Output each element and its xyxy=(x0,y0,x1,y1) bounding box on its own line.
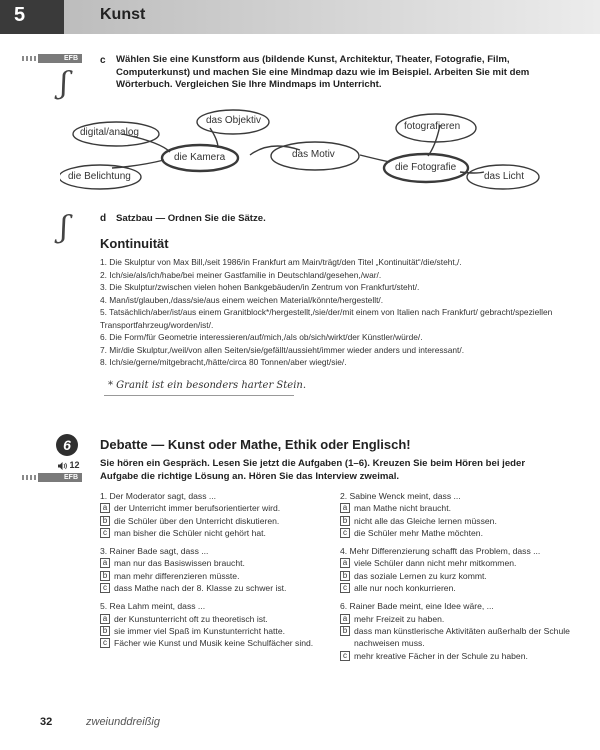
option-text: die Schüler über den Unterricht diskutieren. xyxy=(114,515,280,526)
option-letter-box[interactable]: b xyxy=(340,516,350,526)
option-text: nicht alle das Gleiche lernen müssen. xyxy=(354,515,497,526)
question-1 xyxy=(100,490,330,539)
answer-option[interactable] xyxy=(340,527,570,539)
option-letter-box[interactable]: a xyxy=(340,503,350,513)
option-text: dass Mathe nach der 8. Klasse zu schwer ist. xyxy=(114,583,287,594)
answer-option[interactable] xyxy=(340,502,570,514)
option-letter-box[interactable]: c xyxy=(340,583,350,593)
page-header xyxy=(0,0,600,34)
answer-option[interactable] xyxy=(340,582,570,594)
answer-option[interactable] xyxy=(100,502,330,514)
option-letter-box[interactable]: c xyxy=(340,651,350,661)
option-text: man Mathe nicht braucht. xyxy=(354,503,451,514)
question-title: 3. Rainer Bade sagt, dass ... xyxy=(100,546,209,557)
pencil-mark-icon: ʃ xyxy=(60,210,69,245)
option-letter-box[interactable]: a xyxy=(100,558,110,568)
option-text: das soziale Lernen zu kurz kommt. xyxy=(354,570,487,581)
list-item: 2. Ich/sie/als/ich/habe/bei meiner Gastfamilie in Deutschland/gesehen,/war/. xyxy=(100,269,382,280)
question-title: 6. Rainer Bade meint, eine Idee wäre, ... xyxy=(340,601,494,612)
answer-option[interactable] xyxy=(100,637,330,649)
footnote: * Granit ist ein besonders harter Stein. xyxy=(108,380,307,391)
option-letter-box[interactable]: a xyxy=(100,503,110,513)
debatte-heading: Debatte — Kunst oder Mathe, Ethik oder Englisch! xyxy=(100,437,411,452)
footnote-rule xyxy=(104,395,294,396)
option-letter-box[interactable]: a xyxy=(340,614,350,624)
question-4 xyxy=(340,545,570,594)
mindmap xyxy=(60,100,540,210)
mindmap-node: das Motiv xyxy=(292,149,335,160)
chapter-title: Kunst xyxy=(100,6,146,23)
option-letter-box[interactable]: c xyxy=(340,528,350,538)
question-title: 1. Der Moderator sagt, dass ... xyxy=(100,491,217,501)
mindmap-node: die Kamera xyxy=(174,152,226,163)
option-letter-box[interactable]: b xyxy=(100,571,110,581)
option-text: die Schüler mehr Mathe möchten. xyxy=(354,527,483,538)
question-title: 4. Mehr Differenzierung schafft das Problem, dass ... xyxy=(340,546,541,557)
option-letter-box[interactable]: b xyxy=(340,571,350,581)
mindmap-node: die Fotografie xyxy=(395,162,457,173)
option-letter-box[interactable]: b xyxy=(340,626,350,636)
audio-track-reference xyxy=(58,460,80,470)
answer-option[interactable] xyxy=(340,557,570,569)
page-number-word: zweiunddreißig xyxy=(86,716,160,728)
task-d-instruction: Satzbau — Ordnen Sie die Sätze. xyxy=(116,213,266,224)
option-text: viele Schüler dann nicht mehr mitkommen. xyxy=(354,558,517,569)
mindmap-node: das Licht xyxy=(484,171,525,182)
questions-left-column xyxy=(100,490,330,656)
list-item: 1. Die Skulptur von Max Bill,/seit 1986/in Frankfurt am Main/trägt/den Titel „Kontinuität“/die/steht,/. xyxy=(100,257,462,267)
option-letter-box[interactable]: a xyxy=(340,558,350,568)
option-text: man nur das Basiswissen braucht. xyxy=(114,558,245,569)
task-c-instruction: Wählen Sie eine Kunstform aus (bildende Kunst, Architektur, Theater, Fotografie, Film, Computerkunst) und machen Sie eine Mindmap dazu wie im Beispiel. Arbeiten Sie mit dem Wörterbuch. Vergleichen Sie Ihre Mindmaps im Unterricht. xyxy=(116,54,530,90)
mindmap-node: das Objektiv xyxy=(206,115,262,126)
option-letter-box[interactable]: c xyxy=(100,528,110,538)
list-item: 8. Ich/sie/gerne/mitgebracht,/hätte/circa 80 Tonnen/aber wiegt/sie/. xyxy=(100,357,347,367)
answer-option[interactable] xyxy=(340,650,570,662)
task-c-letter: c xyxy=(100,55,106,66)
answer-option[interactable] xyxy=(340,515,570,527)
mindmap-node: fotografieren xyxy=(404,121,461,132)
efb-reference-badge: EFB xyxy=(38,473,82,482)
answer-option[interactable] xyxy=(100,613,330,625)
audio-track-number: 12 xyxy=(69,460,80,470)
option-letter-box[interactable]: b xyxy=(100,626,110,636)
section-6-number: 6 xyxy=(56,434,78,456)
question-title: 5. Rea Lahm meint, dass ... xyxy=(100,601,206,612)
option-text: der Unterricht immer berufsorientierter wird. xyxy=(114,503,281,514)
list-item: 5. Tatsächlich/aber/ist/aus einem Granitblock*/hergestellt,/sie/der/mit einem von Italien nach Frankfurt/ gebracht/speziellen Transportfahrzeug/worden/ist/. xyxy=(100,307,553,330)
question-3 xyxy=(100,545,330,594)
answer-option[interactable] xyxy=(100,570,330,582)
section-6-instruction: Sie hören ein Gespräch. Lesen Sie jetzt die Aufgaben (1–6). Kreuzen Sie beim Hören bei jeder Aufgabe die richtige Lösung an. Hören Sie das Interview zweimal. xyxy=(100,458,526,482)
mindmap-node: digital/analog xyxy=(80,127,139,138)
option-text: mehr kreative Fächer in der Schule zu haben. xyxy=(354,650,528,661)
answer-option[interactable] xyxy=(100,582,330,594)
option-text: Fächer wie Kunst und Musik keine Schulfächer sind. xyxy=(114,638,314,649)
question-5 xyxy=(100,600,330,649)
option-text: alle nur noch konkurrieren. xyxy=(354,583,456,594)
option-text: dass man künstlerische Aktivitäten außerhalb der Schule nachweisen muss. xyxy=(354,625,570,649)
list-item: 4. Man/ist/glauben,/dass/sie/aus einem weichen Material/könnte/hergestellt/. xyxy=(100,294,384,305)
pencil-mark-icon: ʃ xyxy=(60,66,69,101)
chapter-number: 5 xyxy=(0,0,64,34)
answer-option[interactable] xyxy=(100,527,330,539)
mindmap-node: die Belichtung xyxy=(68,171,131,182)
answer-option[interactable] xyxy=(100,557,330,569)
answer-option[interactable] xyxy=(340,613,570,625)
option-letter-box[interactable]: c xyxy=(100,583,110,593)
option-text: der Kunstunterricht oft zu theoretisch ist. xyxy=(114,613,268,624)
list-item: 7. Mir/die Skulptur,/weil/von allen Seiten/sie/gefällt/aussieht/immer wieder anders und interessant/. xyxy=(100,344,465,355)
answer-option[interactable] xyxy=(340,625,570,650)
question-6 xyxy=(340,600,570,661)
task-d-letter: d xyxy=(100,213,107,224)
option-text: mehr Freizeit zu haben. xyxy=(354,613,445,624)
list-item: 6. Die Form/für Geometrie interessieren/auf/mich,/als ob/sich/wirkt/der Künstler/würde/. xyxy=(100,332,423,342)
speaker-icon xyxy=(58,462,67,470)
option-text: sie immer viel Spaß im Kunstunterricht hatte. xyxy=(114,625,285,636)
question-2 xyxy=(340,490,570,539)
kontinuitaet-heading: Kontinuität xyxy=(100,236,169,251)
question-title: 2. Sabine Wenck meint, dass ... xyxy=(340,491,461,501)
option-text: man bisher die Schüler nicht gehört hat. xyxy=(114,527,266,538)
option-letter-box[interactable]: a xyxy=(100,614,110,624)
questions-right-column xyxy=(340,490,570,668)
option-text: man mehr differenzieren müsste. xyxy=(114,570,240,581)
option-letter-box[interactable]: b xyxy=(100,516,110,526)
option-letter-box[interactable]: c xyxy=(100,638,110,648)
answer-option[interactable] xyxy=(340,570,570,582)
efb-reference-badge: EFB xyxy=(38,54,82,63)
sentence-list xyxy=(100,256,570,369)
answer-option[interactable] xyxy=(100,515,330,527)
answer-option[interactable] xyxy=(100,625,330,637)
list-item: 3. Die Skulptur/zwischen vielen hohen Bankgebäuden/in Zentrum von Frankfurt/steht/. xyxy=(100,282,420,292)
page-number: 32 xyxy=(40,716,53,728)
